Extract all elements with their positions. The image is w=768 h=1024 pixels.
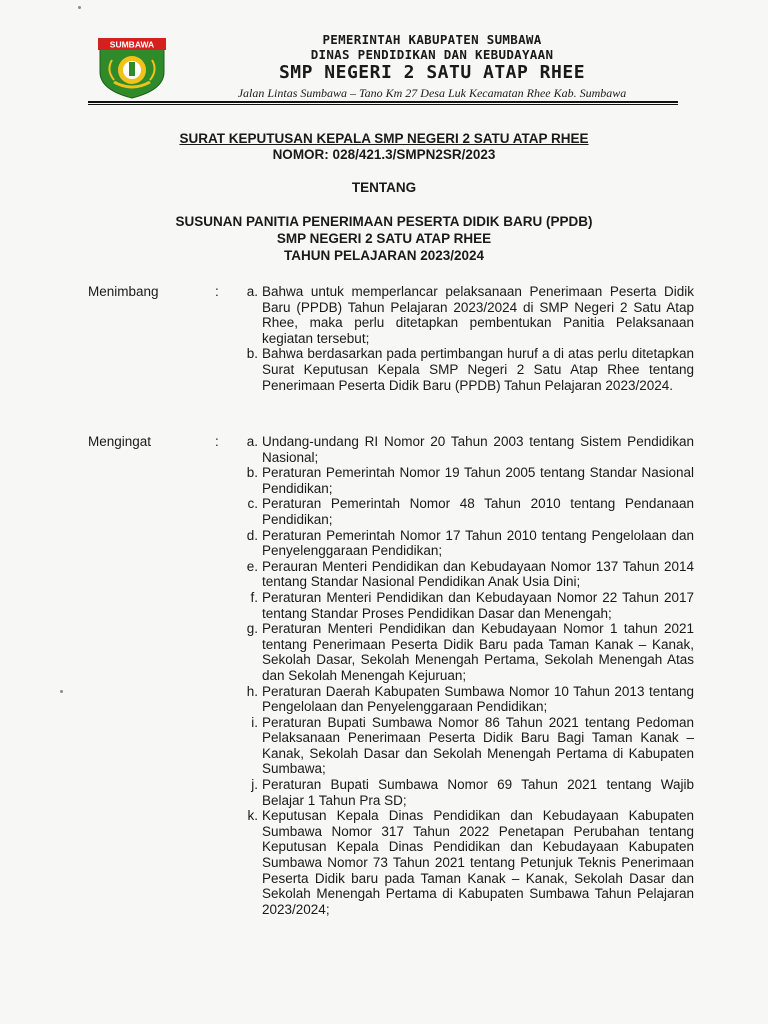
letterhead-divider-thick [88,101,678,103]
item-marker: k. [247,808,258,824]
subject-line-1: SUSUNAN PANITIA PENERIMAAN PESERTA DIDIK BARU (PPDB) [175,214,593,229]
menimbang-item [236,284,694,346]
item-text: Peraturan Pemerintah Nomor 48 Tahun 2010 tentang Pendanaan Pendidikan; [262,496,694,527]
mengingat-colon: : [215,434,219,449]
item-marker: j. [251,777,258,793]
logo-banner-text: SUMBAWA [109,39,155,50]
item-marker: f. [250,589,258,605]
mengingat-item [236,465,694,496]
mengingat-list [236,434,694,917]
menimbang-list [236,284,694,393]
mengingat-item [236,559,694,590]
mengingat-item [236,777,694,808]
item-marker: h. [246,683,258,699]
mengingat-item [236,621,694,683]
item-text: Peraturan Menteri Pendidikan dan Kebudayaan Nomor 22 Tahun 2017 tentang Standar Proses Pendidikan Dasar dan Menengah; [262,589,694,621]
scan-speck [78,6,81,9]
scan-speck [60,690,63,693]
item-marker: a. [246,434,258,449]
menimbang-label: Menimbang [88,284,159,299]
item-marker: c. [247,496,258,512]
item-text: Peraturan Bupati Sumbawa Nomor 69 Tahun 2021 tentang Wajib Belajar 1 Tahun Pra SD; [262,777,694,808]
department-name: DINAS PENDIDIKAN DAN KEBUDAYAAN [310,47,554,62]
subject-line-2: SMP NEGERI 2 SATU ATAP RHEE [276,231,492,246]
mengingat-item [236,715,694,777]
menimbang-item [236,346,694,393]
school-address: Jalan Lintas Sumbawa – Tano Km 27 Desa Luk Kecamatan Rhee Kab. Sumbawa [237,86,627,100]
item-marker: d. [246,527,258,543]
item-marker: i. [251,714,258,730]
menimbang-colon: : [215,284,219,299]
item-marker: b. [246,346,258,362]
item-text: Peraturan Pemerintah Nomor 19 Tahun 2005 tentang Standar Nasional Pendidikan; [262,465,694,496]
sumbawa-regency-emblem [92,32,172,100]
mengingat-item [236,528,694,559]
item-marker: b. [246,465,258,481]
item-marker: g. [246,621,258,637]
letterhead-divider-thin [88,104,678,105]
item-text: Bahwa berdasarkan pada pertimbangan huruf a di atas perlu ditetapkan Surat Keputusan Kepala SMP Negeri 2 Satu Atap Rhee tentang Penerimaan Peserta Didik Baru (PPDB) Tahun Pelajaran 2023/2024. [262,346,694,393]
mengingat-item [236,590,694,621]
item-text: Perauran Menteri Pendidikan dan Kebudayaan Nomor 137 Tahun 2014 tentang Standar Nasional Pendidikan Anak Usia Dini; [262,558,694,590]
decree-title: SURAT KEPUTUSAN KEPALA SMP NEGERI 2 SATU ATAP RHEE [179,131,589,146]
item-text: Peraturan Pemerintah Nomor 17 Tahun 2010 tentang Pengelolaan dan Penyelenggaraan Pendidikan; [262,527,694,559]
item-text: Bahwa untuk memperlancar pelaksanaan Penerimaan Peserta Didik Baru (PPDB) Tahun Pelajaran 2023/2024 di SMP Negeri 2 Satu Atap Rhee, maka perlu ditetapkan pembentukan Panitia Pelaksanaan kegiatan tersebut; [262,284,694,346]
letterhead [88,28,680,104]
mengingat-item [236,808,694,917]
mengingat-item [236,434,694,465]
item-text: Keputusan Kepala Dinas Pendidikan dan Kebudayaan Kabupaten Sumbawa Nomor 317 Tahun 2022 Penetapan Perubahan tentang Keputusan Kepala Dinas Pendidikan dan Kebudayaan Kabupaten Sumbawa Nomor 73 Tahun 2021 tentang Petunjuk Teknis Penerimaan Peserta Didik baru pada Taman Kanak – Kanak, Sekolah Dasar dan Sekolah Menengah Pertama di Kabupaten Sumbawa Tahun Pelajaran 2023/2024; [262,808,694,917]
item-marker: a. [246,284,258,299]
item-text: Undang-undang RI Nomor 20 Tahun 2003 tentang Sistem Pendidikan Nasional; [262,434,694,465]
item-marker: e. [246,558,258,574]
mengingat-item [236,684,694,715]
decree-number: NOMOR: 028/421.3/SMPN2SR/2023 [272,147,496,162]
government-name: PEMERINTAH KABUPATEN SUMBAWA [322,32,542,47]
mengingat-item [236,496,694,527]
tentang-heading: TENTANG [351,180,417,195]
item-text: Peraturan Bupati Sumbawa Nomor 86 Tahun 2021 tentang Pedoman Pelaksanaan Penerimaan Peserta Didik Baru Bagi Taman Kanak – Kanak, Sekolah Dasar dan Sekolah Menengah Pertama di Kabupaten Sumbawa; [262,714,694,777]
school-name: SMP NEGERI 2 SATU ATAP RHEE [278,62,586,83]
mengingat-label: Mengingat [88,434,152,449]
subject-line-3: TAHUN PELAJARAN 2023/2024 [283,248,485,263]
item-text: Peraturan Menteri Pendidikan dan Kebudayaan Nomor 1 tahun 2021 tentang Penerimaan Peserta Didik Baru pada Taman Kanak – Kanak, Sekolah Dasar, Sekolah Menengah Pertama, Sekolah Menengah Atas dan Sekolah Menengah Kejuruan; [262,621,694,683]
item-text: Peraturan Daerah Kabupaten Sumbawa Nomor 10 Tahun 2013 tentang Pengelolaan dan Penyelenggaraan Pendidikan; [262,683,694,715]
